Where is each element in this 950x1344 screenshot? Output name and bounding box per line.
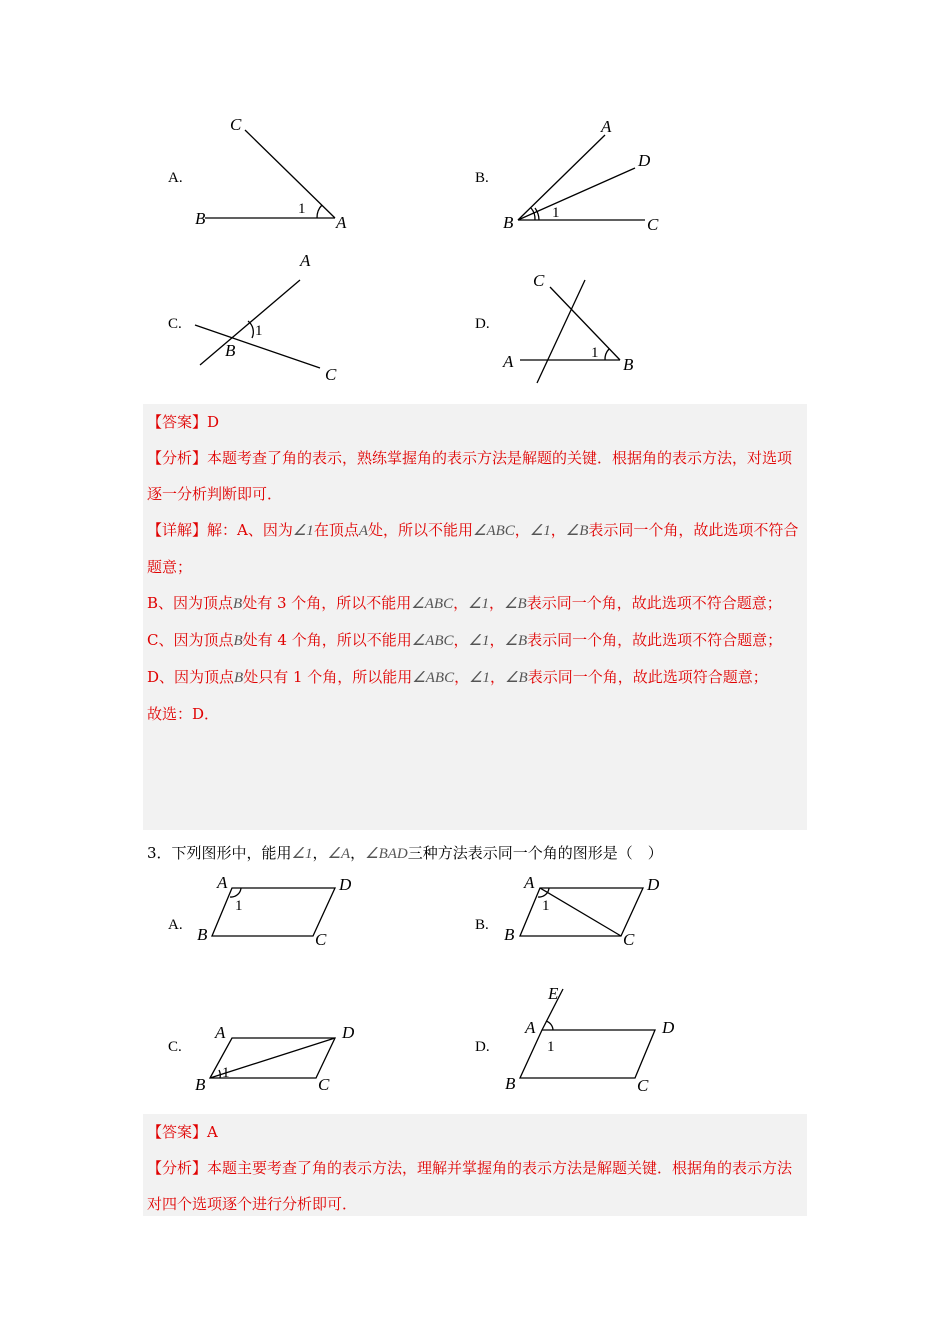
q2b-angle-1: 1 (552, 205, 560, 221)
q3-option-d-label: D. (475, 1039, 490, 1055)
q2-option-c-figure (190, 248, 360, 388)
q3-stem: 3．下列图形中，能用∠1，∠A，∠BAD三种方法表示同一个角的图形是（ ） (147, 844, 663, 862)
q2-option-b-figure (495, 110, 675, 240)
q3d-point-d: D (662, 1018, 675, 1037)
q2-detail-d: D、因为顶点B处只有 1 个角，所以能用∠ABC，∠1，∠B表示同一个角，故此选项符合题意； (147, 668, 768, 686)
q2-solution-box (143, 404, 807, 830)
q2c-point-b: B (225, 341, 236, 360)
q3c-point-a: A (215, 1023, 226, 1042)
q3-option-a-label: A. (168, 917, 183, 933)
q2-option-a-figure (190, 110, 360, 240)
q2d-point-a: A (503, 352, 514, 371)
q2d-angle-1: 1 (591, 345, 599, 361)
q3d-point-a: A (525, 1018, 536, 1037)
q2b-point-d: D (638, 151, 651, 170)
q3b-point-c: C (623, 930, 635, 949)
q3d-angle-1: 1 (547, 1039, 555, 1055)
q2b-point-b: B (503, 213, 514, 232)
q2-answer: 【答案】D (147, 413, 220, 431)
q3-option-d-figure (495, 985, 685, 1095)
q3a-point-d: D (339, 875, 352, 894)
q3-answer: 【答案】A (147, 1123, 218, 1141)
q3b-angle-1: 1 (542, 898, 550, 914)
q3d-point-c: C (637, 1076, 649, 1095)
q3c-angle-1: 1 (222, 1065, 230, 1081)
q3b-point-b: B (504, 925, 515, 944)
q2b-point-c: C (647, 215, 659, 234)
q3b-point-d: D (647, 875, 660, 894)
q2-conclusion: 故选：D． (147, 705, 220, 723)
q2-option-b-label: B. (475, 170, 489, 186)
q3a-angle-1: 1 (235, 898, 243, 914)
q2-analysis: 【分析】本题考查了角的表示，熟练掌握角的表示方法是解题的关键．根据角的表示方法，对选项逐一分析判断即可． (147, 449, 793, 503)
q2d-point-b: B (623, 355, 634, 374)
q2-detail-b: B、因为顶点B处有 3 个角，所以不能用∠ABC，∠1，∠B表示同一个角，故此选项不符合题意； (147, 594, 782, 612)
q2c-angle-1: 1 (255, 323, 263, 339)
q3a-point-a: A (217, 873, 228, 892)
q3d-point-b: B (505, 1074, 516, 1093)
q2-option-d-label: D. (475, 316, 490, 332)
q2-option-d-figure (495, 265, 655, 390)
q2b-point-a: A (601, 117, 612, 136)
q2d-point-c: C (533, 271, 545, 290)
q3-option-c-figure (190, 1018, 370, 1098)
q2a-point-a: A (336, 213, 347, 232)
q2c-point-a: A (300, 251, 311, 270)
q3d-point-e: E (548, 984, 559, 1003)
q2-detail-a: 【详解】解：A、因为∠1在顶点A处，所以不能用∠ABC，∠1，∠B表示同一个角，故此选项不符合题意； (147, 521, 799, 576)
q3a-point-c: C (315, 930, 327, 949)
q3-option-c-label: C. (168, 1039, 182, 1055)
q3-option-b-label: B. (475, 917, 489, 933)
q2a-point-c: C (230, 115, 242, 134)
q3c-point-b: B (195, 1075, 206, 1094)
q3b-point-a: A (524, 873, 535, 892)
q2c-point-c: C (325, 365, 337, 384)
q2-option-c-label: C. (168, 316, 182, 332)
q3c-point-c: C (318, 1075, 330, 1094)
q2a-point-b: B (195, 209, 206, 228)
q3-option-a-figure (190, 870, 370, 950)
q3-solution-box (143, 1114, 807, 1216)
q2a-angle-1: 1 (298, 201, 306, 217)
q3-analysis: 【分析】本题主要考查了角的表示方法，理解并掌握角的表示方法是解题关键．根据角的表示方法对四个选项逐个进行分析即可． (147, 1159, 793, 1213)
q2-detail-c: C、因为顶点B处有 4 个角，所以不能用∠ABC，∠1，∠B表示同一个角，故此选项不符合题意； (147, 631, 783, 649)
q3c-point-d: D (342, 1023, 355, 1042)
q2-option-a-label: A. (168, 170, 183, 186)
q3a-point-b: B (197, 925, 208, 944)
q3-option-b-figure (495, 870, 675, 950)
